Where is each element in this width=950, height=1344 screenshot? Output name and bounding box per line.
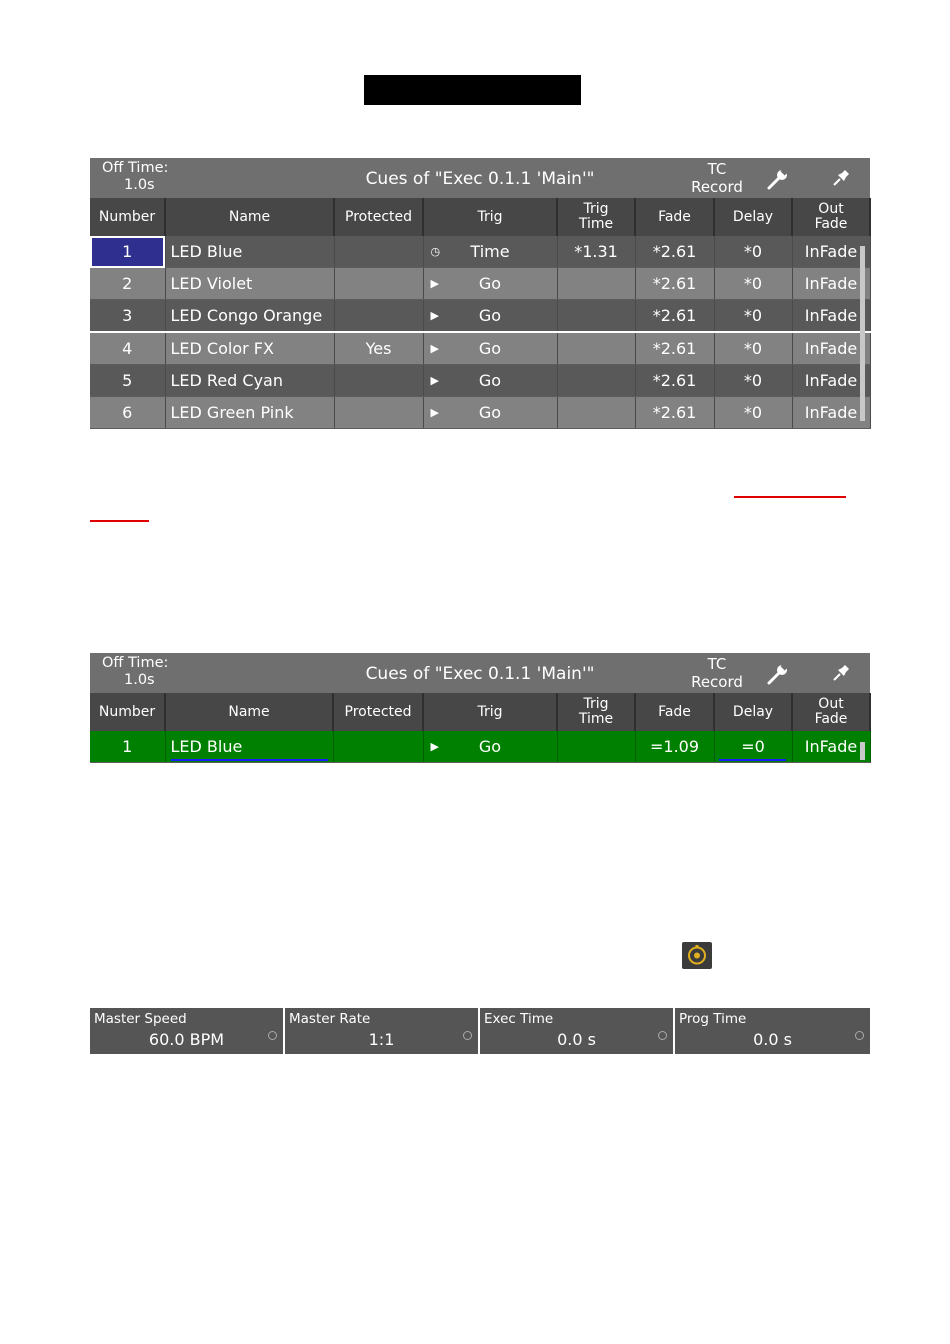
edit-underline xyxy=(719,759,786,761)
column-header-number[interactable]: Number xyxy=(90,198,165,236)
table-row[interactable] xyxy=(90,236,870,268)
cue-out-fade[interactable]: InFade xyxy=(792,397,870,429)
column-header-trig-time[interactable] xyxy=(557,198,635,236)
window-titlebar xyxy=(90,158,870,198)
cue-trig-label: Go xyxy=(478,306,502,325)
wrench-icon[interactable] xyxy=(766,662,790,686)
master-rate-value: 1:1 xyxy=(368,1030,395,1049)
cue-trig[interactable] xyxy=(423,300,557,333)
edit-underline xyxy=(171,759,328,761)
cue-trig[interactable] xyxy=(423,365,557,397)
column-header-name[interactable]: Name xyxy=(165,198,334,236)
tc-label: TC xyxy=(707,160,727,178)
pin-icon[interactable] xyxy=(829,661,853,685)
cue-trig-time[interactable] xyxy=(557,300,635,333)
cue-protected[interactable] xyxy=(334,365,423,397)
column-header-fade[interactable]: Fade xyxy=(635,198,714,236)
wrench-icon[interactable] xyxy=(766,167,790,191)
cue-delay[interactable]: *0 xyxy=(714,397,792,429)
table-header-row xyxy=(90,198,870,236)
cue-trig-label: Go xyxy=(478,339,502,358)
window-titlebar xyxy=(90,653,870,693)
out-fade-header-label: Out Fade xyxy=(814,696,848,727)
tc-label: TC xyxy=(707,655,727,673)
play-icon: ▶ xyxy=(430,406,439,419)
column-header-out-fade[interactable] xyxy=(792,198,870,236)
window-title: Cues of "Exec 0.1.1 'Main'" xyxy=(365,169,595,189)
exec-time-label: Exec Time xyxy=(484,1011,554,1027)
cue-fade[interactable]: *2.61 xyxy=(635,332,714,365)
cue-number[interactable]: 2 xyxy=(90,268,165,300)
cue-delay[interactable]: *0 xyxy=(714,365,792,397)
cue-protected[interactable]: Yes xyxy=(334,332,423,365)
off-time-label: Off Time: xyxy=(102,160,169,176)
cue-out-fade[interactable]: InFade xyxy=(792,236,870,268)
column-header-protected[interactable]: Protected xyxy=(333,693,423,731)
cue-name[interactable]: LED Violet xyxy=(165,268,334,300)
trig-time-header-label: Trig Time xyxy=(578,201,614,232)
scrollbar[interactable] xyxy=(860,246,865,421)
cue-trig-time[interactable] xyxy=(557,731,635,763)
encoder-icon xyxy=(658,1031,667,1040)
cue-trig-label: Go xyxy=(478,737,502,756)
cue-protected[interactable] xyxy=(334,397,423,429)
cue-number[interactable]: 1 xyxy=(90,731,165,763)
cue-number[interactable]: 1 xyxy=(90,236,165,268)
cue-name[interactable]: LED Congo Orange xyxy=(165,300,334,333)
cue-name[interactable]: LED Blue xyxy=(165,236,334,268)
cue-delay[interactable]: *0 xyxy=(714,236,792,268)
table-row-active[interactable] xyxy=(90,731,870,763)
speed-bar xyxy=(90,1008,870,1054)
trig-time-header-label: Trig Time xyxy=(578,696,614,727)
cue-name[interactable]: LED Red Cyan xyxy=(165,365,334,397)
clock-icon: ◷ xyxy=(430,245,441,258)
cue-delay-label: =0 xyxy=(741,737,765,756)
off-time-value: 1.0s xyxy=(124,177,155,193)
link-underline[interactable] xyxy=(734,496,846,498)
cue-trig-time[interactable] xyxy=(557,268,635,300)
master-speed-value: 60.0 BPM xyxy=(148,1030,225,1049)
cue-trig-label: Go xyxy=(478,274,502,293)
cue-trig[interactable] xyxy=(423,236,557,268)
cue-trig[interactable] xyxy=(423,397,557,429)
cue-trig[interactable] xyxy=(423,268,557,300)
table-row[interactable] xyxy=(90,332,870,365)
cue-fade[interactable]: *2.61 xyxy=(635,365,714,397)
cue-sheet-window xyxy=(90,158,870,429)
cue-out-fade[interactable]: InFade xyxy=(792,365,870,397)
encoder-icon xyxy=(855,1031,864,1040)
prog-time-box[interactable] xyxy=(675,1008,870,1054)
table-header-row xyxy=(90,693,870,731)
cue-trig-label: Go xyxy=(478,403,502,422)
exec-time-value: 0.0 s xyxy=(557,1030,596,1049)
table-row[interactable] xyxy=(90,268,870,300)
off-time-label: Off Time: xyxy=(102,655,169,671)
cue-fade[interactable]: *2.61 xyxy=(635,236,714,268)
cue-out-fade[interactable]: InFade xyxy=(792,268,870,300)
cue-protected[interactable] xyxy=(334,236,423,268)
cue-name-label: LED Blue xyxy=(170,737,243,756)
column-header-name[interactable]: Name xyxy=(165,693,333,731)
settings-gear-button[interactable] xyxy=(682,942,712,969)
cue-name[interactable] xyxy=(165,731,333,763)
cue-sheet-window-editing xyxy=(90,653,870,763)
tc-record-button[interactable] xyxy=(687,160,747,196)
cue-delay[interactable] xyxy=(714,731,792,763)
cue-fade[interactable]: *2.61 xyxy=(635,397,714,429)
cue-protected[interactable] xyxy=(334,268,423,300)
cue-trig[interactable] xyxy=(423,332,557,365)
cue-trig-time[interactable] xyxy=(557,332,635,365)
tc-record-label: Record xyxy=(691,673,743,691)
column-header-out-fade[interactable] xyxy=(792,693,870,731)
column-header-delay[interactable]: Delay xyxy=(714,693,792,731)
link-underline[interactable] xyxy=(90,520,149,522)
encoder-icon xyxy=(463,1031,472,1040)
pin-icon[interactable] xyxy=(829,166,853,190)
cue-trig-label: Time xyxy=(470,242,510,261)
master-speed-box[interactable] xyxy=(90,1008,285,1054)
encoder-icon xyxy=(268,1031,277,1040)
cue-table xyxy=(90,198,871,429)
cue-number[interactable]: 4 xyxy=(90,332,165,365)
cue-trig-time[interactable] xyxy=(557,397,635,429)
column-header-trig[interactable]: Trig xyxy=(423,693,557,731)
cue-protected[interactable] xyxy=(333,731,423,763)
cue-name[interactable]: LED Color FX xyxy=(165,332,334,365)
master-rate-label: Master Rate xyxy=(289,1011,371,1027)
table-row[interactable] xyxy=(90,397,870,429)
table-row[interactable] xyxy=(90,365,870,397)
tc-record-button[interactable] xyxy=(687,655,747,691)
master-speed-label: Master Speed xyxy=(94,1011,187,1027)
cue-name[interactable]: LED Green Pink xyxy=(165,397,334,429)
cue-trig-time[interactable]: *1.31 xyxy=(557,236,635,268)
column-header-delay[interactable]: Delay xyxy=(714,198,792,236)
out-fade-header-label: Out Fade xyxy=(814,201,848,232)
cue-table xyxy=(90,693,871,763)
cue-fade[interactable]: =1.09 xyxy=(635,731,714,763)
cue-out-fade[interactable]: InFade xyxy=(792,332,870,365)
master-rate-box[interactable] xyxy=(285,1008,480,1054)
cue-number[interactable]: 5 xyxy=(90,365,165,397)
exec-time-box[interactable] xyxy=(480,1008,675,1054)
cue-number[interactable]: 6 xyxy=(90,397,165,429)
cue-trig[interactable] xyxy=(423,731,557,763)
cue-trig-label: Go xyxy=(478,371,502,390)
column-header-protected[interactable]: Protected xyxy=(334,198,423,236)
gear-icon xyxy=(682,942,712,969)
cue-fade[interactable]: *2.61 xyxy=(635,268,714,300)
off-time-value: 1.0s xyxy=(124,672,155,688)
prog-time-label: Prog Time xyxy=(679,1011,747,1027)
cue-trig-time[interactable] xyxy=(557,365,635,397)
redacted-header-bar xyxy=(364,75,581,105)
play-icon: ▶ xyxy=(430,374,439,387)
column-header-trig[interactable]: Trig xyxy=(423,198,557,236)
cue-delay[interactable]: *0 xyxy=(714,268,792,300)
play-icon: ▶ xyxy=(430,740,439,753)
play-icon: ▶ xyxy=(430,309,439,322)
table-row[interactable] xyxy=(90,300,870,333)
prog-time-value: 0.0 s xyxy=(753,1030,792,1049)
cue-protected[interactable] xyxy=(334,300,423,333)
play-icon: ▶ xyxy=(430,277,439,290)
tc-record-label: Record xyxy=(691,178,743,196)
column-header-number[interactable]: Number xyxy=(90,693,165,731)
cue-number[interactable]: 3 xyxy=(90,300,165,333)
play-icon: ▶ xyxy=(430,342,439,355)
cue-delay[interactable]: *0 xyxy=(714,300,792,333)
column-header-trig-time[interactable] xyxy=(557,693,635,731)
cue-out-fade[interactable]: InFade xyxy=(792,300,870,333)
window-title: Cues of "Exec 0.1.1 'Main'" xyxy=(365,664,595,684)
column-header-fade[interactable]: Fade xyxy=(635,693,714,731)
cue-delay[interactable]: *0 xyxy=(714,332,792,365)
scrollbar[interactable] xyxy=(860,742,865,760)
cue-fade[interactable]: *2.61 xyxy=(635,300,714,333)
cue-out-fade[interactable]: InFade xyxy=(792,731,870,763)
